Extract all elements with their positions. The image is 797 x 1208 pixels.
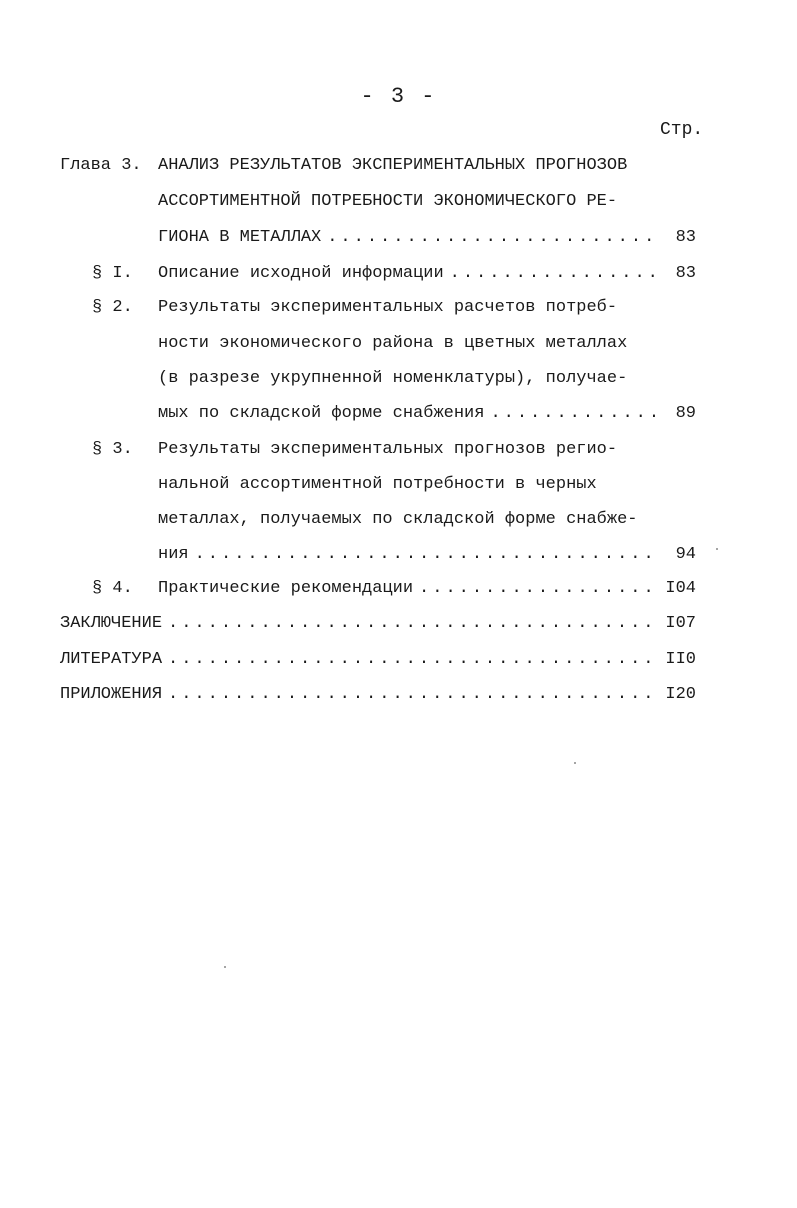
toc-entry-section-3[interactable]: [158, 543, 696, 567]
page-ref: 83: [675, 264, 696, 283]
chapter-label: Глава 3.: [60, 156, 142, 175]
toc-entry-section-4[interactable]: [158, 577, 696, 601]
page-ref: II0: [665, 650, 696, 669]
page-number: - 3 -: [360, 84, 437, 109]
section-title-line: Результаты экспериментальных расчетов потреб-: [158, 298, 618, 317]
toc-entry-chapter[interactable]: [158, 226, 696, 250]
entry-title: ЗАКЛЮЧЕНИЕ: [60, 614, 163, 633]
page-ref: 94: [675, 545, 696, 564]
page-ref: 83: [675, 228, 696, 247]
chapter-title-line-1: АНАЛИЗ РЕЗУЛЬТАТОВ ЭКСПЕРИМЕНТАЛЬНЫХ ПРОГНОЗОВ: [158, 156, 628, 175]
section-title-line: (в разрезе укрупненной номенклатуры), получае-: [158, 369, 628, 388]
section-title-line: металлах, получаемых по складской форме снабже-: [158, 510, 638, 529]
section-title-line: ности экономического района в цветных металлах: [158, 334, 628, 353]
scan-speck: [574, 762, 576, 764]
section-title-line: Результаты экспериментальных прогнозов регио-: [158, 440, 618, 459]
toc-entry-appendices[interactable]: [60, 683, 696, 707]
dot-leader: [327, 226, 656, 250]
dot-leader: [195, 543, 656, 567]
dot-leader: [490, 402, 656, 426]
section-title-line: нальной ассортиментной потребности в черных: [158, 475, 597, 494]
section-number: § 2.: [92, 298, 133, 317]
page-ref: 89: [675, 404, 696, 423]
page-ref: I20: [665, 685, 696, 704]
page-ref: I04: [665, 579, 696, 598]
dot-leader: [419, 577, 656, 601]
chapter-title-line-2: АССОРТИМЕНТНОЙ ПОТРЕБНОСТИ ЭКОНОМИЧЕСКОГО РЕ-: [158, 192, 618, 211]
section-title-line: мых по складской форме снабжения: [158, 404, 485, 423]
toc-entry-section-2[interactable]: [158, 402, 696, 426]
scan-speck: [224, 966, 226, 968]
section-title-line: ния: [158, 545, 189, 564]
dot-leader: [168, 648, 656, 672]
toc-entry-section-1[interactable]: [158, 262, 696, 286]
scan-speck: [716, 548, 718, 550]
page-ref: I07: [665, 614, 696, 633]
page-column-label: Стр.: [660, 120, 704, 140]
dot-leader: [168, 683, 656, 707]
dot-leader: [168, 612, 656, 636]
section-number: § 3.: [92, 440, 133, 459]
toc-entry-literature[interactable]: [60, 648, 696, 672]
section-number: § 4.: [92, 579, 133, 598]
section-number: § I.: [92, 264, 133, 283]
dot-leader: [450, 262, 656, 286]
toc-entry-conclusion[interactable]: [60, 612, 696, 636]
entry-title: ЛИТЕРАТУРА: [60, 650, 163, 669]
section-title: Описание исходной информации: [158, 264, 444, 283]
chapter-title-line-3: ГИОНА В МЕТАЛЛАХ: [158, 228, 322, 247]
section-title: Практические рекомендации: [158, 579, 414, 598]
entry-title: ПРИЛОЖЕНИЯ: [60, 685, 163, 704]
